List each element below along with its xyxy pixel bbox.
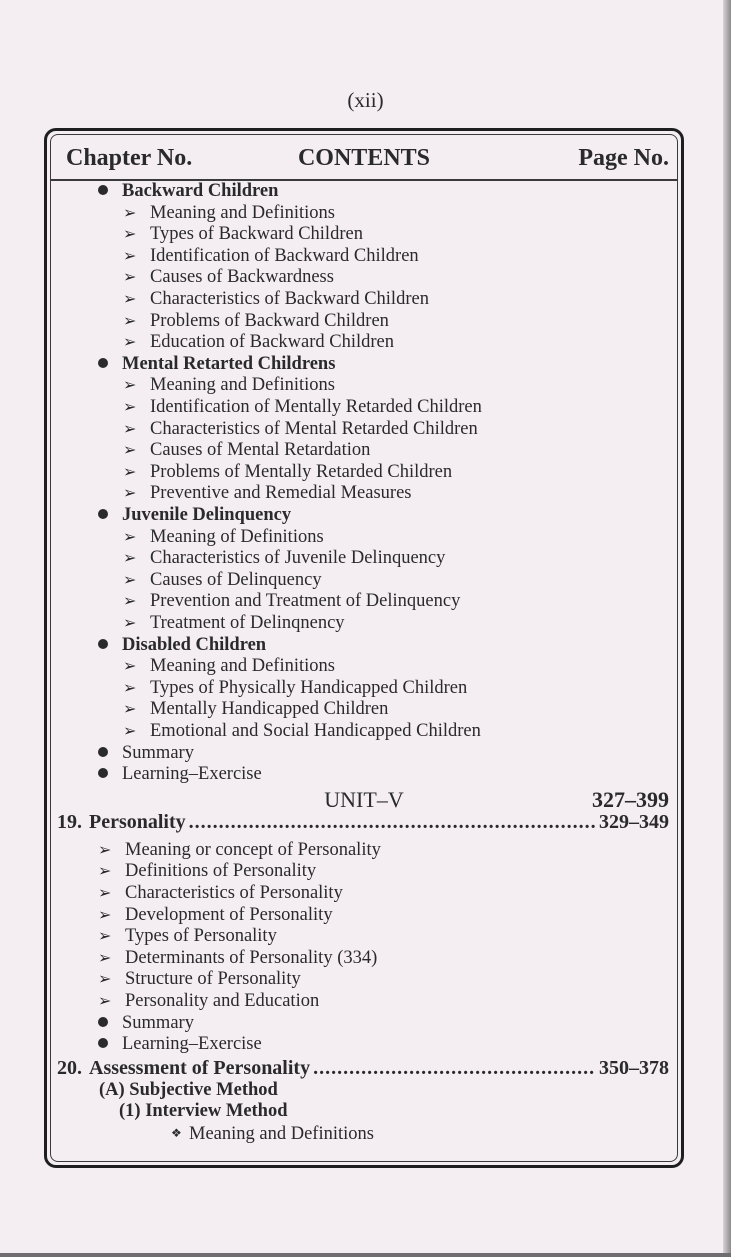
closing-item-text: Summary [122,742,194,763]
list-item [98,839,381,861]
list-item-text: Meaning and Definitions [189,1124,374,1144]
arrow-bullet-icon: ➢ [123,571,137,589]
arrow-bullet-icon: ➢ [98,885,112,902]
list-item [123,698,388,720]
list-item [123,677,467,699]
list-item [171,1122,374,1144]
arrow-bullet-icon: ➢ [123,615,137,632]
closing-item [98,1033,262,1055]
chapter-pages: 329–349 [599,810,669,833]
arrow-bullet-icon: ➢ [123,377,137,395]
bullet-icon [98,1038,108,1048]
closing-item [98,1012,194,1034]
header-contents: CONTENTS [297,145,431,171]
page-number: (xii) [347,88,384,112]
list-item [123,526,324,548]
arrow-bullet-icon: ➢ [123,334,137,352]
list-item [123,245,419,267]
closing-item-text: Learning–Exercise [122,1034,262,1055]
arrow-bullet-icon: ➢ [123,463,137,481]
arrow-bullet-icon: ➢ [123,247,137,265]
list-item-text: Types of Physically Handicapped Children [150,677,468,698]
list-item [123,223,363,245]
list-item [123,288,429,310]
closing-item [98,742,194,764]
section-heading [98,180,278,202]
list-item-text: Preventive and Remedial Measures [150,483,412,504]
list-item-text: Causes of Delinquency [150,569,322,590]
arrow-bullet-icon: ➢ [123,420,137,438]
list-item [123,482,411,504]
arrow-bullet-icon: ➢ [123,399,137,416]
list-item-text: Meaning and Definitions [150,375,335,396]
list-item-text: Emotional and Social Handicapped Children [150,721,481,741]
chapter-title: Personality [89,810,186,833]
list-item-text: Problems of Mentally Retarded Children [150,461,453,482]
arrow-bullet-icon: ➢ [123,679,137,697]
arrow-bullet-icon: ➢ [98,993,112,1010]
list-item-text: Problems of Backward Children [150,310,389,331]
list-item [98,990,319,1012]
list-item [123,461,452,483]
contents-header [51,139,677,181]
list-item-text: Identification of Mentally Retarded Children [150,397,482,417]
arrow-bullet-icon: ➢ [123,204,137,222]
chapter-number: 20. [57,1056,82,1079]
list-item [123,418,478,440]
leader-dots [313,1057,596,1080]
section-heading [98,634,266,656]
list-item-text: Meaning and Definitions [150,656,335,677]
list-item-text: Types of Backward Children [150,224,363,245]
list-item [123,396,482,418]
list-item [123,569,322,591]
list-item-text: Causes of Backwardness [150,267,334,288]
list-item-text: Education of Backward Children [150,332,395,353]
list-item [98,925,277,947]
section-heading [98,504,291,526]
section-heading-text: Disabled Children [122,634,267,655]
section-heading [98,353,335,375]
list-item-text: Definitions of Personality [125,861,317,882]
arrow-bullet-icon: ➢ [98,949,112,967]
arrow-bullet-icon: ➢ [123,291,137,308]
unit-title: UNIT–V [324,786,404,812]
chapter-pages: 350–378 [599,1056,669,1079]
arrow-bullet-icon: ➢ [123,442,137,460]
section-heading-text: Mental Retarted Childrens [122,353,336,374]
page-edge-shadow [723,0,731,1257]
closing-item [98,763,262,785]
list-item [98,947,377,969]
list-item [123,547,445,569]
list-item [123,612,345,634]
arrow-bullet-icon: ➢ [123,593,137,611]
bullet-icon [98,358,108,368]
list-item-text: Prevention and Treatment of Delinquency [150,591,461,612]
arrow-bullet-icon: ➢ [123,269,137,287]
list-item [123,439,370,461]
list-item [123,331,394,353]
arrow-bullet-icon: ➢ [123,723,137,740]
bullet-icon [98,185,108,195]
arrow-bullet-icon: ➢ [123,658,137,676]
arrow-bullet-icon: ➢ [123,701,137,719]
arrow-bullet-icon: ➢ [123,485,137,503]
list-item-text: Meaning and Definitions [150,202,335,223]
list-item-text: Meaning or concept of Personality [125,839,381,860]
list-item [123,720,481,742]
header-chapter-no: Chapter No. [66,145,193,171]
list-item-text: Characteristics of Backward Children [150,289,429,309]
bullet-icon [98,747,108,757]
list-item-text: Identification of Backward Children [150,245,419,266]
list-item [98,882,343,904]
list-item-text: Determinants of Personality (334) [125,947,378,968]
list-item [123,590,460,612]
arrow-bullet-icon: ➢ [98,906,112,924]
list-item-text: Types of Personality [125,926,277,947]
arrow-bullet-icon: ➢ [98,928,112,946]
subsection-heading: (1) Interview Method [119,1101,288,1122]
arrow-bullet-icon: ➢ [98,863,112,881]
arrow-bullet-icon: ➢ [98,841,112,859]
header-page-no: Page No. [578,145,669,171]
list-item [123,310,389,332]
page-bottom-edge [0,1253,731,1257]
arrow-bullet-icon: ➢ [123,312,137,330]
arrow-bullet-icon: ➢ [123,226,137,244]
list-item [98,904,333,926]
closing-item-text: Learning–Exercise [122,764,262,785]
list-item-text: Characteristics of Juvenile Delinquency [150,548,446,569]
list-item [123,374,335,396]
list-item-text: Treatment of Delinqnency [150,613,345,633]
closing-item-text: Summary [122,1012,194,1033]
list-item [123,266,334,288]
arrow-bullet-icon: ➢ [98,971,112,989]
contents-frame-inner [50,134,678,1162]
list-item-text: Characteristics of Personality [125,883,343,903]
bullet-icon [98,1017,108,1027]
list-item-text: Characteristics of Mental Retarded Children [150,418,478,439]
bullet-icon [98,639,108,649]
leader-dots [189,811,596,834]
list-item [123,202,335,224]
list-item [123,655,335,677]
list-item [98,860,316,882]
bullet-icon [98,768,108,778]
list-item-text: Development of Personality [125,904,333,925]
list-item-text: Mentally Handicapped Children [150,699,389,720]
section-heading-text: Backward Children [122,181,279,201]
subsection-heading: (A) Subjective Method [99,1079,278,1100]
list-item [98,968,301,990]
list-item-text: Structure of Personality [125,969,301,990]
unit-pages: 327–399 [592,786,669,812]
arrow-bullet-icon: ➢ [123,528,137,546]
bullet-icon [98,509,108,519]
list-item-text: Causes of Mental Retardation [150,440,371,461]
arrow-bullet-icon: ➢ [123,550,137,568]
list-item-text: Meaning of Definitions [150,526,324,547]
chapter-number: 19. [57,810,82,833]
section-heading-text: Juvenile Delinquency [122,505,292,525]
contents-frame [44,128,684,1168]
diamond-bullet-icon: ❖ [171,1126,182,1140]
chapter-title: Assessment of Personality [89,1056,311,1079]
chapter-entry[interactable] [57,811,669,837]
list-item-text: Personality and Education [125,991,320,1011]
